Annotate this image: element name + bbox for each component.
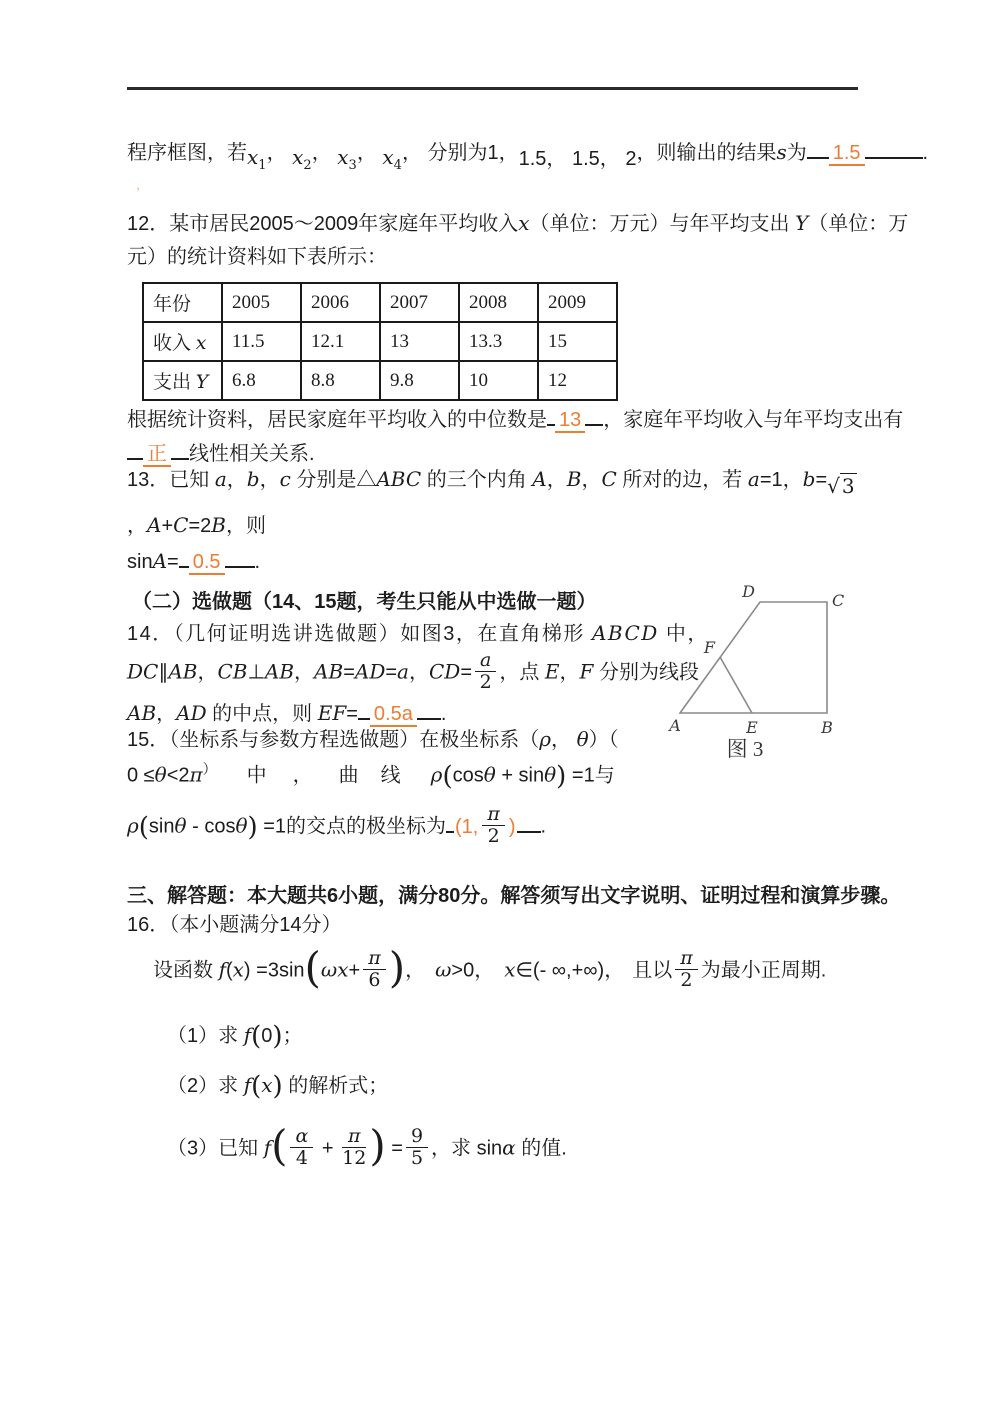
text-run: （1）求 — [167, 1025, 244, 1047]
text-run: ( — [225, 959, 233, 982]
text-run: + sin — [495, 764, 545, 787]
vertex-label-C: C — [832, 591, 845, 610]
denominator: 2 — [479, 670, 492, 693]
q13-stem-line-1 — [127, 466, 857, 498]
stray-mark — [136, 174, 149, 193]
blank-underline — [225, 545, 255, 568]
big-paren: ( — [304, 943, 321, 993]
math-var: B — [566, 467, 582, 491]
text-run: ， — [581, 469, 602, 491]
math-var: A — [152, 549, 168, 573]
vertex-label-A: A — [669, 716, 681, 735]
math-var: π — [189, 762, 203, 787]
row-label: 支出 — [153, 372, 196, 393]
math-var: θ — [235, 813, 248, 838]
numerator: a — [475, 650, 496, 672]
text-run: 元）的统计资料如下表所示： — [127, 246, 387, 268]
math-var: b — [246, 467, 260, 491]
math-var: x — [337, 957, 349, 982]
big-paren: ) — [388, 943, 406, 993]
math-var: θ — [576, 727, 589, 751]
mid-paren: ) — [247, 812, 258, 843]
text-run: ) =3sin — [243, 959, 305, 982]
text-run: . — [254, 551, 261, 573]
q14-stem-line-1 — [127, 620, 709, 647]
math-var: ABC — [376, 467, 422, 491]
text-run: 分别为1， — [427, 142, 519, 164]
blank-underline — [446, 810, 454, 833]
text-run: 的值. — [515, 1137, 567, 1160]
math-var: A — [532, 467, 547, 491]
text-run: ， — [294, 661, 315, 684]
math-var: Y — [795, 211, 809, 235]
text-run: 程序框图，若 — [127, 142, 247, 164]
q11-result-line — [127, 136, 929, 173]
text-run: ， — [546, 469, 567, 491]
fraction — [675, 948, 698, 991]
q12-conclusion-line-1 — [127, 403, 903, 433]
text-run: 线性相关关系. — [189, 443, 315, 465]
table-cell: 2006 — [301, 283, 380, 322]
vertex-label-E: E — [746, 718, 758, 737]
blank-underline — [127, 437, 143, 460]
q13-stem-line-2 — [127, 512, 266, 539]
math-var: x — [195, 332, 207, 354]
text-run: ， — [405, 959, 426, 982]
text-run: 设函数 — [153, 959, 219, 982]
trapezoid-drawing — [655, 580, 855, 740]
text-run: 12．某市居民2005～2009年家庭年平均收入 — [127, 213, 519, 235]
answer-text: 13 — [555, 409, 585, 433]
text-run: >0， — [451, 959, 495, 982]
text-run: = — [460, 661, 473, 684]
math-var-subscripted — [337, 145, 357, 173]
text-run: = — [167, 551, 179, 573]
table-cell: 2005 — [222, 283, 301, 322]
math-var: ρ — [539, 727, 552, 751]
math-var: AB — [168, 659, 198, 684]
math-var: b — [802, 467, 816, 491]
math-var: A — [147, 513, 162, 537]
text-run: 中 — [246, 764, 267, 787]
math-var: ω — [435, 957, 452, 982]
table-cell: 年份 — [143, 283, 222, 322]
table-row — [143, 283, 617, 322]
q12-stem-line-1 — [127, 210, 908, 237]
section-3-header — [127, 883, 900, 909]
text-run: （单位：万元）与年平均支出 — [529, 213, 796, 235]
text-run: 13．已知 — [127, 469, 215, 491]
answer-text: (1, — [455, 815, 479, 838]
denominator: 6 — [368, 968, 381, 991]
math-var: EF — [317, 701, 347, 725]
text-run: ； — [282, 1025, 303, 1047]
top-horizontal-rule — [127, 87, 858, 90]
text-run: ， — [401, 142, 428, 164]
text-run: ， — [408, 661, 429, 684]
math-var: AB — [127, 701, 157, 725]
table-cell: 10 — [459, 361, 538, 400]
text-run: + — [316, 1137, 340, 1160]
numerator: π — [675, 948, 698, 970]
blank-underline — [179, 545, 189, 568]
math-var: ABCD — [591, 621, 659, 645]
math-var: x — [232, 957, 244, 982]
text-run: + — [348, 959, 361, 982]
math-var: θ — [174, 813, 187, 838]
math-var: Y — [195, 371, 209, 393]
text-run: ）（ — [588, 729, 619, 751]
mid-paren: ) — [556, 761, 567, 792]
text-run: 15．（坐标系与参数方程选做题）在极坐标系（ — [127, 729, 540, 751]
math-var: x — [247, 145, 259, 169]
math-var: x — [337, 145, 349, 169]
table-cell: 2009 — [538, 283, 617, 322]
numerator: π — [363, 948, 386, 970]
denominator: 2 — [487, 824, 500, 847]
table-row — [143, 322, 617, 361]
answer-text: 0.5a — [370, 703, 417, 727]
text-run: ，则输出的结果 — [636, 142, 777, 164]
blank-underline — [807, 136, 829, 159]
table-row — [143, 361, 617, 400]
math-var: f — [218, 957, 226, 982]
table-cell: 12.1 — [301, 322, 380, 361]
text-run: ， — [292, 764, 313, 787]
answer-text: ) — [508, 815, 516, 838]
denominator: 4 — [295, 1146, 308, 1169]
math-var: AB — [314, 659, 344, 684]
math-var: AD — [354, 659, 386, 684]
text-run: ∥ — [158, 661, 169, 684]
text-run: =1， — [759, 469, 803, 491]
text-run: = — [385, 1137, 403, 1160]
math-var: B — [211, 513, 226, 537]
fraction — [342, 1126, 366, 1169]
radicand: 3 — [841, 474, 855, 498]
math-var-subscripted — [247, 145, 267, 173]
table-cell: 8.8 — [301, 361, 380, 400]
q14-stem-line-2 — [127, 649, 699, 695]
text-run: = — [346, 703, 358, 725]
text-run: （单位：万 — [808, 213, 909, 235]
q16-subquestion-2 — [167, 1071, 389, 1102]
text-run: = — [385, 661, 398, 684]
text-run: 与 — [594, 764, 615, 787]
text-run: （二）选做题（14、15题，考生只能从中选做一题） — [132, 591, 597, 613]
text-run: 根据统计资料，居民家庭年平均收入的中位数是 — [127, 409, 547, 431]
text-run: ， — [551, 729, 577, 751]
fraction — [363, 948, 386, 991]
text-run: ，则 — [225, 515, 266, 537]
math-var: f — [243, 1023, 252, 1047]
table-cell: 9.8 — [380, 361, 459, 400]
table-cell: 2008 — [459, 283, 538, 322]
blank-underline — [547, 403, 555, 426]
text-run: =1 — [566, 764, 595, 787]
math-var: E — [544, 659, 560, 684]
math-var: θ — [154, 762, 167, 787]
subscript: 1 — [258, 158, 267, 173]
text-run: ， — [197, 661, 218, 684]
table-cell: 11.5 — [222, 322, 301, 361]
text-run: 的解析式； — [282, 1075, 389, 1097]
text-run: （2）求 — [167, 1075, 244, 1097]
square-root — [827, 474, 856, 498]
math-var: θ — [544, 762, 557, 787]
text-run: 为最小正周期. — [700, 959, 827, 982]
math-var: a — [397, 659, 409, 684]
text-run: sin — [127, 551, 153, 573]
answer-text: 0.5 — [189, 551, 225, 575]
vertex-label-B: B — [821, 718, 833, 737]
fraction — [475, 650, 496, 693]
math-var: x — [504, 957, 516, 982]
text-run: =2 — [188, 515, 212, 537]
subscript: 3 — [348, 158, 357, 173]
mid-paren: ) — [272, 1021, 283, 1052]
radical-sign: √ — [827, 474, 840, 498]
blank-underline — [417, 697, 441, 720]
text-run: ， — [311, 142, 338, 164]
superscript: ） — [202, 761, 217, 777]
text-run: 所对的边，若 — [616, 469, 748, 491]
mid-paren: ( — [138, 812, 149, 843]
text-run: 的交点的极坐标为 — [286, 815, 447, 838]
text-run: ⊥ — [247, 661, 265, 684]
text-run: + — [161, 515, 174, 537]
text-run: ， — [156, 703, 177, 725]
mid-paren: ( — [251, 1071, 262, 1102]
denominator: 5 — [410, 1146, 424, 1169]
lowered-text: 1.5， 1.5， 2 — [518, 148, 637, 170]
fraction — [482, 804, 505, 847]
text-run: . — [922, 142, 929, 164]
q14-answer-line — [127, 697, 446, 727]
numerator: π — [482, 804, 505, 826]
math-var: θ — [483, 762, 496, 787]
numerator: π — [342, 1126, 366, 1148]
q15-answer-line — [127, 803, 547, 849]
mid-paren: ( — [442, 761, 453, 792]
big-paren: ( — [271, 1121, 288, 1171]
math-var-subscripted — [292, 145, 312, 173]
text-run: 0 ≤ — [127, 764, 155, 787]
math-var-subscripted — [382, 145, 402, 173]
text-run: sin — [148, 815, 175, 838]
denominator: 12 — [342, 1146, 367, 1169]
text-run: ， — [136, 177, 150, 192]
statistics-table — [142, 282, 618, 401]
math-var: f — [243, 1073, 252, 1097]
math-var: AB — [264, 659, 295, 684]
text-run: ， — [226, 469, 247, 491]
math-var: AD — [176, 701, 207, 725]
mid-paren: ) — [272, 1071, 283, 1102]
text-run: 的中点，则 — [206, 703, 318, 725]
math-var: x — [292, 145, 304, 169]
q12-stem-line-2 — [127, 244, 387, 270]
text-run: = — [815, 469, 828, 491]
q15-stem-line-1 — [127, 726, 619, 753]
math-var: s — [776, 140, 787, 164]
text-run: <2 — [166, 764, 190, 787]
table-cell: 2007 — [380, 283, 459, 322]
blank-underline — [358, 697, 370, 720]
text-run: 分别是△ — [290, 469, 377, 491]
table-cell — [143, 322, 222, 361]
denominator: 2 — [680, 968, 693, 991]
text-run: ， — [559, 661, 580, 684]
q13-answer-line — [127, 545, 260, 575]
figure-3-trapezoid — [655, 580, 855, 745]
text-run: 且以 — [632, 959, 673, 982]
q16-function-line — [153, 943, 827, 993]
text-run: 为 — [786, 142, 807, 164]
text-run: 曲 — [338, 764, 359, 787]
q16-subquestion-3 — [167, 1121, 567, 1171]
text-run: . — [440, 703, 447, 725]
vertex-label-F: F — [703, 638, 715, 657]
text-run: ， — [259, 469, 280, 491]
text-run: - cos — [186, 815, 236, 838]
table-cell: 12 — [538, 361, 617, 400]
blank-underline — [585, 403, 603, 426]
answer-text: 正 — [143, 443, 171, 467]
table-cell: 13.3 — [459, 322, 538, 361]
math-var: α — [502, 1135, 516, 1160]
text-run: ，点 — [499, 661, 545, 684]
text-run: ∈(- ∞,+∞)， — [515, 959, 625, 982]
text-run: cos — [452, 764, 484, 787]
big-paren: ) — [369, 1121, 386, 1171]
numerator: α — [290, 1126, 313, 1148]
math-var: f — [263, 1135, 272, 1160]
numerator: 9 — [406, 1126, 428, 1148]
figure-3-caption: 图 3 — [726, 737, 764, 761]
table-cell — [143, 361, 222, 400]
answer-text: 1.5 — [829, 142, 865, 166]
text-run: ，求 sin — [431, 1137, 503, 1160]
segment-EF — [720, 657, 752, 713]
math-var: CD — [428, 659, 461, 684]
text-run: 线 — [380, 764, 401, 787]
math-var: ρ — [430, 762, 443, 787]
q12-conclusion-line-2 — [127, 437, 315, 467]
math-var: DC — [127, 659, 159, 684]
text-run: ，家庭年平均收入与年平均支出有 — [603, 409, 904, 431]
math-var: a — [214, 467, 227, 491]
text-run: 分别为线段 — [593, 661, 699, 684]
mid-paren: ( — [251, 1021, 262, 1052]
math-var: a — [747, 467, 760, 491]
q16-subquestion-1 — [167, 1021, 303, 1052]
text-run: =1 — [257, 815, 287, 838]
math-var: x — [261, 1073, 273, 1097]
math-var: CB — [217, 659, 248, 684]
math-var: C — [173, 513, 189, 537]
fraction — [406, 1126, 428, 1169]
q15-stem-line-2 — [127, 760, 615, 792]
table-cell: 6.8 — [222, 361, 301, 400]
row-label: 收入 — [153, 333, 196, 354]
text-run: ， — [266, 142, 293, 164]
math-var: ρ — [127, 813, 139, 838]
blank-underline — [517, 810, 541, 833]
trapezoid-outline — [680, 602, 827, 713]
blank-underline — [865, 136, 923, 159]
text-run: ， — [127, 515, 147, 537]
text-run: 14．（几何证明选讲选做题）如图3，在直角梯形 — [127, 623, 592, 645]
blank-underline — [171, 437, 189, 460]
text-run: 16．（本小题满分14分） — [127, 914, 342, 936]
text-run: = — [343, 661, 355, 684]
subscript: 2 — [303, 158, 312, 173]
table-cell: 15 — [538, 322, 617, 361]
fraction — [290, 1126, 313, 1169]
math-var: ω — [320, 957, 338, 982]
math-var: c — [279, 467, 291, 491]
text-run: 0 — [261, 1025, 273, 1047]
text-run: 三、解答题：本大题共6小题，满分80分。解答须写出文字说明、证明过程和演算步骤。 — [127, 885, 901, 907]
math-var: x — [518, 211, 530, 235]
vertex-label-D: D — [742, 582, 755, 601]
subscript: 4 — [393, 158, 402, 173]
math-var: F — [579, 659, 594, 684]
table-cell: 13 — [380, 322, 459, 361]
text-run: . — [540, 815, 547, 838]
text-run: ， — [356, 142, 383, 164]
section-2-header — [132, 589, 597, 615]
text-run: 的三个内角 — [421, 469, 533, 491]
text-run: 中， — [658, 623, 709, 645]
math-var: x — [382, 145, 394, 169]
q16-head-line — [127, 912, 342, 938]
text-run: （3）已知 — [167, 1137, 264, 1160]
math-var: C — [601, 467, 617, 491]
